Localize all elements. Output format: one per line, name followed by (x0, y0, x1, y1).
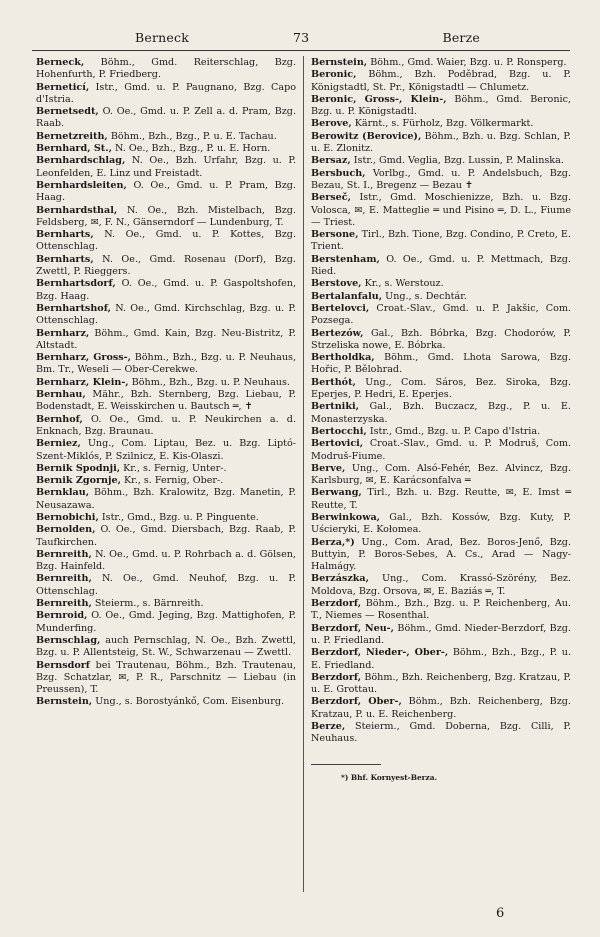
entry-headword: Berzászka, (311, 573, 369, 585)
gazetteer-entry (36, 660, 296, 697)
gazetteer-entry (311, 647, 571, 672)
gazetteer-entry (311, 168, 571, 193)
entry-headword: Berstenham, (311, 253, 380, 265)
entry-headword: Bernhof, (36, 413, 83, 425)
entry-headword: Bernstein, (311, 57, 368, 68)
gazetteer-entry (311, 672, 571, 697)
entry-details: N. Oe., Bzh., Bzg., P. u. E. Horn. (114, 143, 271, 155)
entry-details: Böhm., Gmd. Lhota Sarowa, Bzg. Hořic, P. Bělohrad. (311, 352, 571, 376)
entry-headword: Bernetzreith, (36, 130, 108, 142)
right-column (311, 57, 571, 784)
entry-details: Böhm., Bzh. Reichenberg, Bzg. Kratzau, P. u. E. Reichenberg. (311, 696, 571, 720)
entry-headword: Berze, (311, 721, 346, 733)
entry-details: Ung., Com. Alsó-Fehér, Bez. Alvincz, Bzg. Karlsburg, ✉, E. Karácsonfalva ═ (311, 462, 572, 487)
entry-details: bei Trautenau, Böhm., Bzh. Trautenau, Bzg. Schatzlar, ✉, P. R., Parschnitz — Liebau (in Preussen), T. (36, 659, 296, 696)
entry-details: N. Oe., Bzh. Mistelbach, Bzg. Feldsberg, ✉, F. N., Gänserndorf — Lundenburg, T. (36, 204, 296, 228)
entry-headword: Bersone, (311, 229, 359, 241)
gazetteer-entry (36, 635, 296, 660)
entry-details: O. Oe., Gmd. u. P. Gaspoltshofen, Bzg. Haag. (36, 278, 296, 302)
gazetteer-entry (311, 229, 571, 254)
entry-details: Kr., s. Fernig, Ober-. (124, 475, 224, 487)
entry-details: N. Oe., Gmd. Rosenau (Dorf), Bzg. Zwettl, P. Rieggers. (36, 253, 296, 278)
entry-details: Böhm., Bzh., Bzg., P. u. E. Tachau. (110, 130, 277, 142)
entry-headword: Bernharz, Klein-, (36, 376, 129, 388)
entry-details: Böhm., Bzh. Reichenberg, Bzg. Kratzau, P. u. E. Grottau. (311, 671, 571, 696)
entry-details: Gal., Bzh. Kossów, Bzg. Kuty, P. Uścieryki, E. Kołomea. (311, 511, 571, 536)
column-divider (303, 56, 304, 892)
entry-headword: Bertelovci, (311, 302, 370, 314)
gazetteer-entry (311, 254, 571, 279)
entry-headword: Berwang, (311, 487, 362, 499)
gazetteer-entry (311, 623, 571, 648)
entry-headword: Berstove, (311, 278, 362, 290)
entry-details: Böhm., Bzh. Kralowitz, Bzg. Manetin, P. Neusazawa. (36, 487, 296, 511)
gazetteer-entry (36, 598, 296, 610)
entry-details: Böhm., Gmd. Waier, Bzg. u. P. Ronsperg. (370, 57, 567, 68)
entry-details: N. Oe., Gmd. Neuhof, Bzg. u. P. Ottenschlag. (36, 573, 296, 597)
entry-headword: Berove, (311, 118, 352, 130)
gazetteer-entry (36, 303, 296, 328)
entry-headword: Bersaz, (311, 155, 351, 167)
gazetteer-entry (311, 303, 571, 328)
entry-details: Kärnt., s. Fürholz, Bzg. Völkermarkt. (354, 118, 534, 130)
gazetteer-entry (36, 106, 296, 131)
entry-details: Croat.-Slav., Gmd. u. P. Jakšic, Com. Pozsega. (311, 302, 571, 327)
entry-details: Ung., Com. Sáros, Bez. Siroka, Bzg. Eperjes, P. Hedri, E. Eperjes. (311, 376, 571, 401)
entry-headword: Bernhartshof, (36, 302, 111, 314)
entry-headword: Bernroid, (36, 610, 88, 622)
gazetteer-entry (311, 57, 571, 69)
gazetteer-entry (36, 475, 296, 487)
gazetteer-entry (311, 487, 571, 512)
gazetteer-entry (36, 389, 296, 414)
gazetteer-entry (36, 82, 296, 107)
entry-details: Böhm., Bzh., Bzg., P. u. E. Friedland. (311, 647, 571, 671)
entry-details: Ung., s. Borostyánkő, Com. Eisenburg. (95, 696, 285, 708)
gazetteer-entry (36, 180, 296, 205)
entry-headword: Bernetsedt, (36, 106, 99, 118)
gazetteer-entry (36, 549, 296, 574)
entry-details: Tirl., Bzh. u. Bzg. Reutte, ✉, E. Imst ═ Reutte, T. (311, 487, 571, 511)
entry-headword: Berzdorf, (311, 671, 362, 683)
entry-details: N. Oe., Bzh. Urfahr, Bzg. u. P. Leonfelden, E. Linz und Freistadt. (36, 155, 296, 179)
entry-headword: Bertocchi, (311, 425, 367, 437)
gazetteer-entry (311, 131, 571, 156)
entry-headword: Bernik Zgornje, (36, 475, 121, 487)
entry-details: Steierm., Gmd. Doberna, Bzg. Cilli, P. Neuhaus. (311, 721, 571, 745)
gazetteer-entry (36, 463, 296, 475)
gazetteer-entry (36, 155, 296, 180)
gazetteer-entry (36, 205, 296, 230)
entry-details: Mähr., Bzh. Sternberg, Bzg. Liebau, P. Bodenstadt, E. Weisskirchen u. Bautsch ═, ✝ (36, 389, 296, 413)
entry-details: O. Oe., Gmd. u. P. Zell a. d. Pram, Bzg. Raab. (36, 106, 296, 130)
gazetteer-entry (36, 438, 296, 463)
entry-headword: Berthót, (311, 376, 356, 388)
gazetteer-entry (311, 328, 571, 353)
gazetteer-entry (36, 573, 296, 598)
entry-headword: Bernhau, (36, 389, 86, 401)
gazetteer-entry (311, 69, 571, 94)
gazetteer-entry (36, 254, 296, 279)
entry-details: Ung., Com. Krassó-Szörény, Bez. Moldova, Bzg. Orsova, ✉, E. Baziás ═, T. (311, 573, 571, 597)
gazetteer-entry (311, 537, 571, 574)
entry-headword: Berwinkowa, (311, 511, 381, 523)
entry-details: Steierm., s. Bärnreith. (94, 598, 204, 610)
entry-headword: Bernhardsleiten, (36, 179, 127, 191)
entry-details: Kr., s. Werstouz. (364, 278, 444, 290)
entry-headword: Bernik Spodnji, (36, 462, 121, 474)
entry-details: Ung., Com. Liptau, Bez. u. Bzg. Liptó-Szent-Miklós, P. Szilnicz, E. Kis-Olaszi. (36, 438, 296, 462)
entry-details: Gal., Bzh. Buczacz, Bzg., P. u. E. Monasterzyska. (311, 401, 571, 425)
gazetteer-entry (311, 463, 571, 488)
entry-details: O. Oe., Gmd. Diersbach, Bzg. Raab, P. Taufkirchen. (36, 524, 296, 548)
gazetteer-entry (36, 414, 296, 439)
entry-headword: Bernschlag, (36, 634, 101, 646)
entry-headword: Bertovici, (311, 438, 364, 450)
entry-headword: Bersbuch, (311, 167, 366, 179)
entry-headword: Bernharz, (36, 327, 90, 339)
gazetteer-entry (311, 94, 571, 119)
gazetteer-entry (311, 573, 571, 598)
entry-details: N. Oe., Gmd. u. P. Rohrbach a. d. Gölsen, Bzg. Hainfeld. (36, 548, 296, 573)
entry-headword: Bernsdorf (36, 659, 90, 671)
entry-headword: Bernharz, Gross-, (36, 352, 132, 364)
footnote: *) Bhf. Kornyest-Berza. (341, 772, 438, 782)
entry-details: Tirl., Bzh. Tione, Bzg. Condino, P. Creto, E. Trient. (311, 229, 571, 253)
page-number: 73 (293, 30, 310, 45)
entry-details: Istr., Gmd., Bzg. u. P. Pinguente. (101, 511, 259, 523)
entry-details: Istr., Gmd., Bzg. u. P. Capo d'Istria. (369, 425, 541, 437)
entry-details: Böhm., Gmd. Reiterschlag, Bzg. Hohenfurth, P. Friedberg. (36, 57, 296, 81)
entry-headword: Beronic, Gross-, Klein-, (311, 93, 447, 105)
entry-details: O. Oe., Gmd. u. P. Neukirchen a. d. Enknach, Bzg. Braunau. (36, 413, 296, 437)
entry-details: Böhm., Bzh., Bzg. u. P. Neuhaus, Bm. Tr., Weseli — Ober-Cerekwe. (36, 352, 296, 376)
entry-headword: Berzdorf, Neu-, (311, 622, 394, 634)
gazetteer-entry (311, 352, 571, 377)
gazetteer-entry (36, 610, 296, 635)
gazetteer-entry (311, 696, 571, 721)
entry-headword: Berseč, (311, 192, 351, 204)
entry-details: Böhm., Gmd. Kain, Bzg. Neu-Bistritz, P. Altstadt. (36, 327, 296, 351)
gazetteer-entry (36, 57, 296, 82)
entry-headword: Bernharts, (36, 253, 94, 265)
entry-headword: Berniez, (36, 438, 81, 450)
gazetteer-entry (36, 278, 296, 303)
gazetteer-entry (311, 377, 571, 402)
gazetteer-entry (36, 229, 296, 254)
entry-details: Böhm., Bzh. Poděbrad, Bzg. u. P. Königstadtl, St. Pr., Königstadtl — Chlumetz. (311, 69, 571, 93)
entry-headword: Beronic, (311, 69, 357, 81)
entry-headword: Berowitz (Berovice), (311, 130, 422, 142)
gazetteer-entry (311, 155, 571, 167)
entry-details: Kr., s. Fernig, Unter-. (123, 462, 227, 474)
entry-headword: Bertalanfalu, (311, 290, 383, 302)
entry-details: Istr., Gmd. u. P. Paugnano, Bzg. Capo d'Istria. (36, 81, 296, 105)
left-column (36, 57, 296, 709)
header-rule (32, 50, 570, 51)
entry-headword: Berneck, (36, 57, 85, 68)
entry-headword: Bernreith, (36, 598, 92, 610)
entry-details: Ung., Com. Arad, Bez. Boros-Jenő, Bzg. Buttyin, P. Boros-Sebes, A. Cs., Arad — Nagy-Halmágy. (311, 536, 571, 573)
gazetteer-entry (36, 131, 296, 143)
gazetteer-entry (36, 377, 296, 389)
gazetteer-entry (36, 512, 296, 524)
entry-headword: Bernharts, (36, 229, 94, 241)
entry-details: Istr., Gmd. Moschienizze, Bzh. u. Bzg. Volosca, ✉, E. Matteglie ═ und Pisino ═, D. L., Fiume — Triest. (311, 192, 571, 228)
entry-details: O. Oe., Gmd. u. P. Pram, Bzg. Haag. (36, 179, 296, 204)
footnote-rule (311, 764, 381, 769)
entry-headword: Berneticí, (36, 81, 90, 93)
entry-details: Croat.-Slav., Gmd. u. P. Modruš, Com. Modruš-Fiume. (311, 438, 571, 462)
entry-details: Istr., Gmd. Veglia, Bzg. Lussin, P. Malinska. (353, 155, 564, 167)
entry-headword: Berza,*) (311, 536, 355, 548)
entry-headword: Berzdorf, Nieder-, Ober-, (311, 647, 449, 659)
gazetteer-entry (36, 352, 296, 377)
entry-headword: Bernolden, (36, 524, 96, 536)
gazetteer-entry (311, 598, 571, 623)
gazetteer-entry (36, 328, 296, 353)
entry-headword: Bernreith, (36, 573, 92, 585)
entry-headword: Bertezów, (311, 327, 364, 339)
entry-headword: Bertniki, (311, 401, 359, 413)
entry-details: Ung., s. Dechtár. (385, 290, 467, 302)
gazetteer-entry (311, 721, 571, 746)
entry-details: Gal., Bzh. Bóbrka, Bzg. Chodorów, P. Strzeliska nowe, E. Bóbrka. (311, 327, 571, 351)
header-first-entry: Berneck (135, 30, 189, 45)
entry-headword: Berzdorf, (311, 598, 362, 610)
gazetteer-entry (311, 426, 571, 438)
entry-headword: Bernhartsdorf, (36, 278, 116, 290)
gazetteer-entry (311, 512, 571, 537)
gazetteer-entry (311, 278, 571, 290)
gazetteer-entry (311, 401, 571, 426)
entry-details: N. Oe., Gmd. u. P. Kottes, Bzg. Ottenschlag. (36, 229, 296, 253)
entry-headword: Bernhardsthal, (36, 204, 118, 216)
entry-details: auch Pernschlag, N. Oe., Bzh. Zwettl, Bzg. u. P. Allentsteig, St. W., Schwarzenau — Zwettl. (36, 634, 296, 659)
entry-headword: Bernklau, (36, 487, 90, 499)
gazetteer-entry (311, 118, 571, 130)
gazetteer-entry (311, 192, 571, 229)
entry-details: Vorlbg., Gmd. u. P. Andelsbuch, Bzg. Bezau, St. I., Bregenz — Bezau ✝ (311, 167, 571, 191)
signature-mark: 6 (496, 906, 505, 921)
entry-details: O. Oe., Gmd. Jeging, Bzg. Mattighofen, P. Munderfing. (36, 610, 296, 634)
entry-details: Böhm., Gmd. Beronic, Bzg. u. P. Königstadtl. (311, 93, 571, 118)
entry-headword: Berve, (311, 462, 346, 474)
entry-details: Böhm., Bzh., Bzg. u. P. Reichenberg, Au. T., Niemes — Rosenthal. (311, 598, 571, 622)
gazetteer-entry (36, 487, 296, 512)
gazetteer-entry (36, 696, 296, 708)
gazetteer-entry (36, 143, 296, 155)
entry-headword: Bernreith, (36, 548, 92, 560)
entry-details: N. Oe., Gmd. Kirchschlag, Bzg. u. P. Ottenschlag. (36, 302, 296, 327)
gazetteer-entry (36, 524, 296, 549)
entry-headword: Berzdorf, Ober-, (311, 696, 402, 708)
entry-details: Böhm., Bzh. u. Bzg. Schlan, P. u. E. Zlonitz. (311, 130, 571, 155)
entry-headword: Bernstein, (36, 696, 93, 708)
header-last-entry: Berze (442, 30, 480, 45)
entry-details: O. Oe., Gmd. u. P. Mettmach, Bzg. Ried. (311, 253, 571, 278)
gazetteer-entry (311, 291, 571, 303)
entry-headword: Bernobichi, (36, 511, 99, 523)
running-header (30, 30, 570, 46)
entry-headword: Bertholdka, (311, 352, 375, 364)
entry-details: Böhm., Gmd. Nieder-Berzdorf, Bzg. u. P. Friedland. (311, 622, 571, 646)
entry-details: Böhm., Bzh., Bzg. u. P. Neuhaus. (131, 376, 290, 388)
gazetteer-entry (311, 438, 571, 463)
entry-headword: Bernhard, St., (36, 143, 112, 155)
entry-headword: Bernhardschlag, (36, 155, 126, 167)
